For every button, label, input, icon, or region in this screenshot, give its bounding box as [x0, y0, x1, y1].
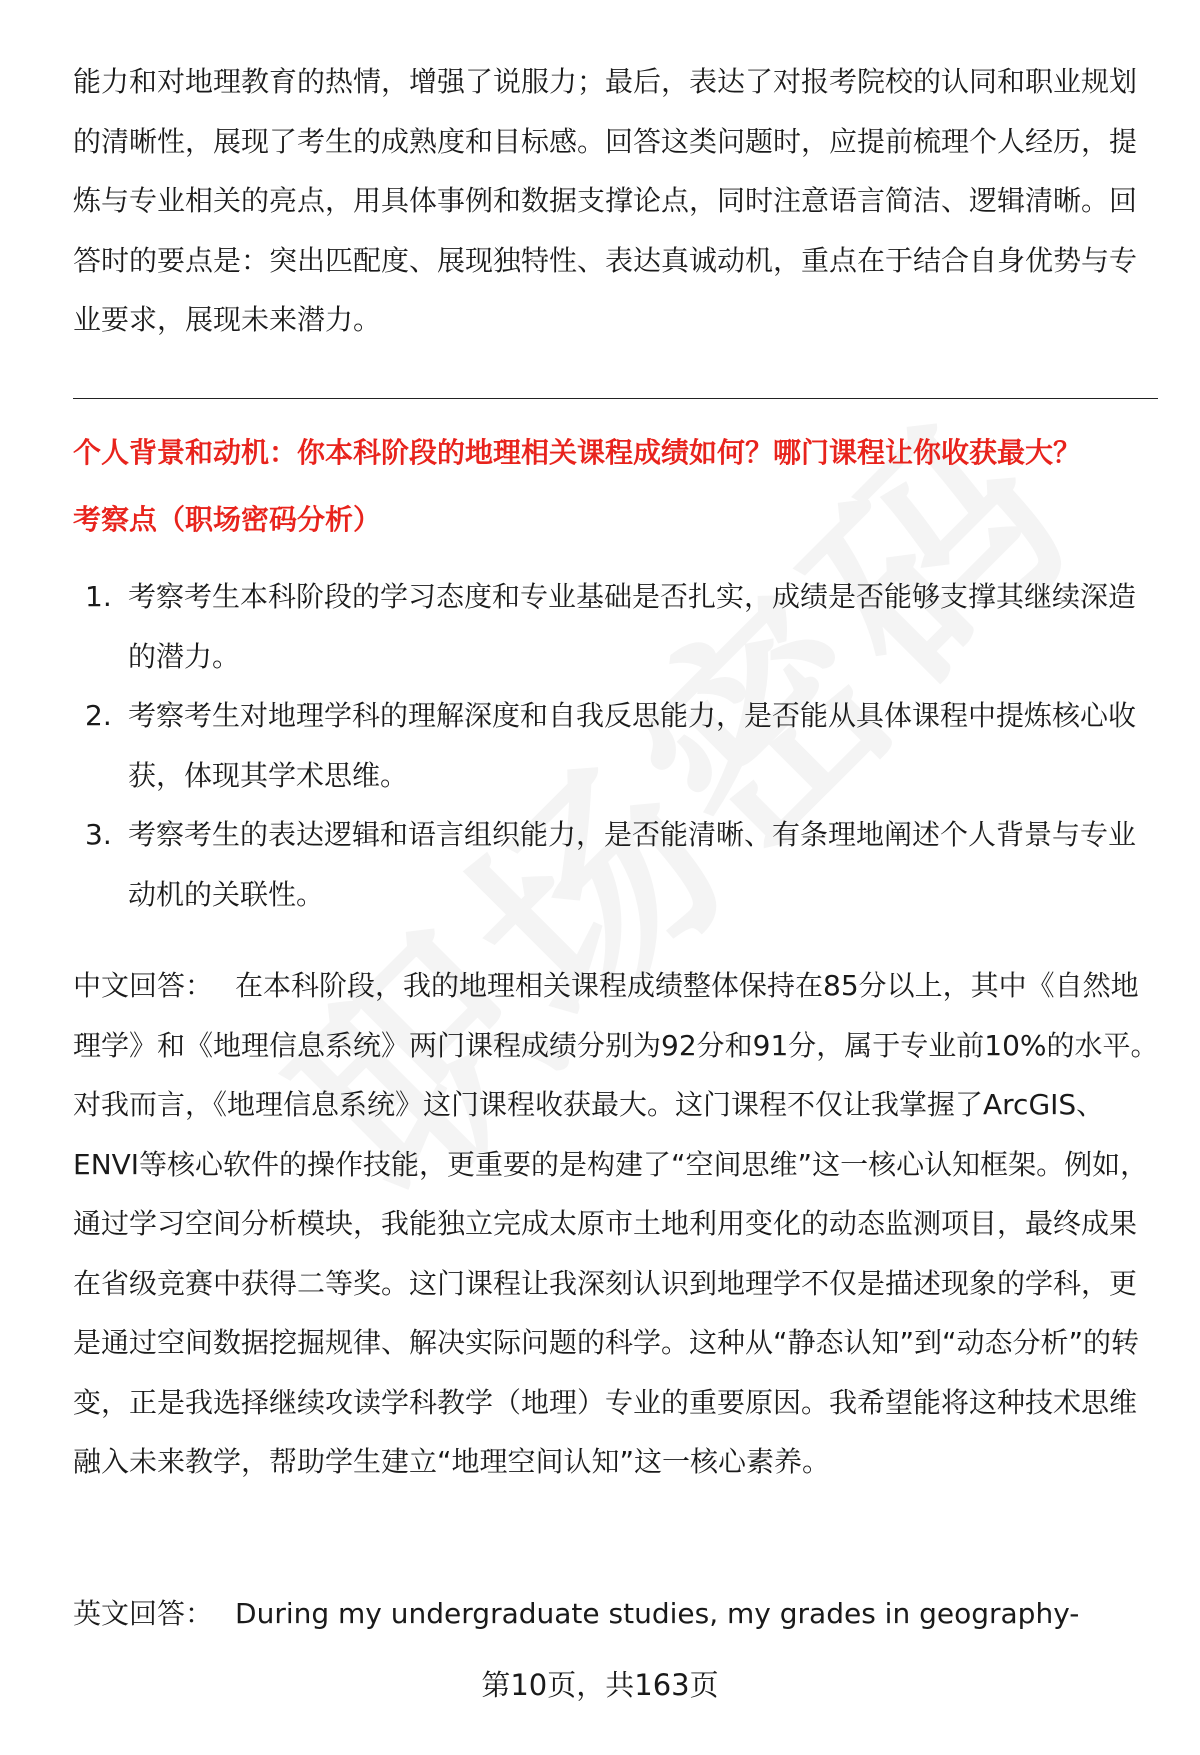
chinese-answer: [73, 956, 1163, 1492]
divider: [73, 398, 1158, 399]
chinese-answer-text: 在本科阶段，我的地理相关课程成绩整体保持在85分以上，其中《自然地理学》和《地理信息系统》两门课程成绩分别为92分和91分，属于专业前10%的水平。对我而言，《地理信息系统》这门课程收获最大。这门课程不仅让我掌握了ArcGIS、ENVI等核心软件的操作技能，更重要的是构建了“空间思维”这一核心认知框架。例如，通过学习空间分析模块，我能独立完成太原市土地利用变化的动态监测项目，最终成果在省级竞赛中获得二等奖。这门课程让我深刻认识到地理学不仅是描述现象的学科，更是通过空间数据挖掘规律、解决实际问题的科学。这种从“静态认知”到“动态分析”的转变，正是我选择继续攻读学科教学（地理）专业的重要原因。我希望能将这种技术思维融入未来教学，帮助学生建立“地理空间认知”这一核心素养。: [73, 969, 1159, 1478]
list-item-number: 1.: [85, 580, 112, 613]
chinese-answer-label: 中文回答：: [73, 969, 214, 1002]
section-heading: 考察点（职场密码分析）: [73, 503, 382, 536]
intro-paragraph: 能力和对地理教育的热情，增强了说服力；最后，表达了对报考院校的认同和职业规划的清晰性，展现了考生的成熟度和目标感。回答这类问题时，应提前梳理个人经历，提炼与专业相关的亮点，用具体事例和数据支撑论点，同时注意语言简洁、逻辑清晰。回答时的要点是：突出匹配度、展现独特性、表达真诚动机，重点在于结合自身优势与专业要求，展现未来潜力。: [73, 65, 1138, 336]
question-heading: 个人背景和动机：你本科阶段的地理相关课程成绩如何？哪门课程让你收获最大？: [73, 436, 1082, 469]
english-answer-label: 英文回答：: [73, 1597, 214, 1630]
list-item: [73, 686, 1163, 805]
list-item: [73, 567, 1163, 686]
list-item-number: 3.: [85, 818, 112, 851]
assessment-points-list: [73, 567, 1163, 924]
english-answer-text: During my undergraduate studies, my grades in geography-: [235, 1597, 1080, 1630]
list-item-text: 考察考生本科阶段的学习态度和专业基础是否扎实，成绩是否能够支撑其继续深造的潜力。: [128, 580, 1137, 673]
english-answer: [73, 1584, 1163, 1644]
page-footer: 第10页，共163页: [481, 1668, 719, 1702]
list-item: [73, 805, 1163, 924]
list-item-number: 2.: [85, 699, 112, 732]
list-item-text: 考察考生对地理学科的理解深度和自我反思能力，是否能从具体课程中提炼核心收获，体现其学术思维。: [128, 699, 1137, 792]
list-item-text: 考察考生的表达逻辑和语言组织能力，是否能清晰、有条理地阐述个人背景与专业动机的关联性。: [128, 818, 1137, 911]
